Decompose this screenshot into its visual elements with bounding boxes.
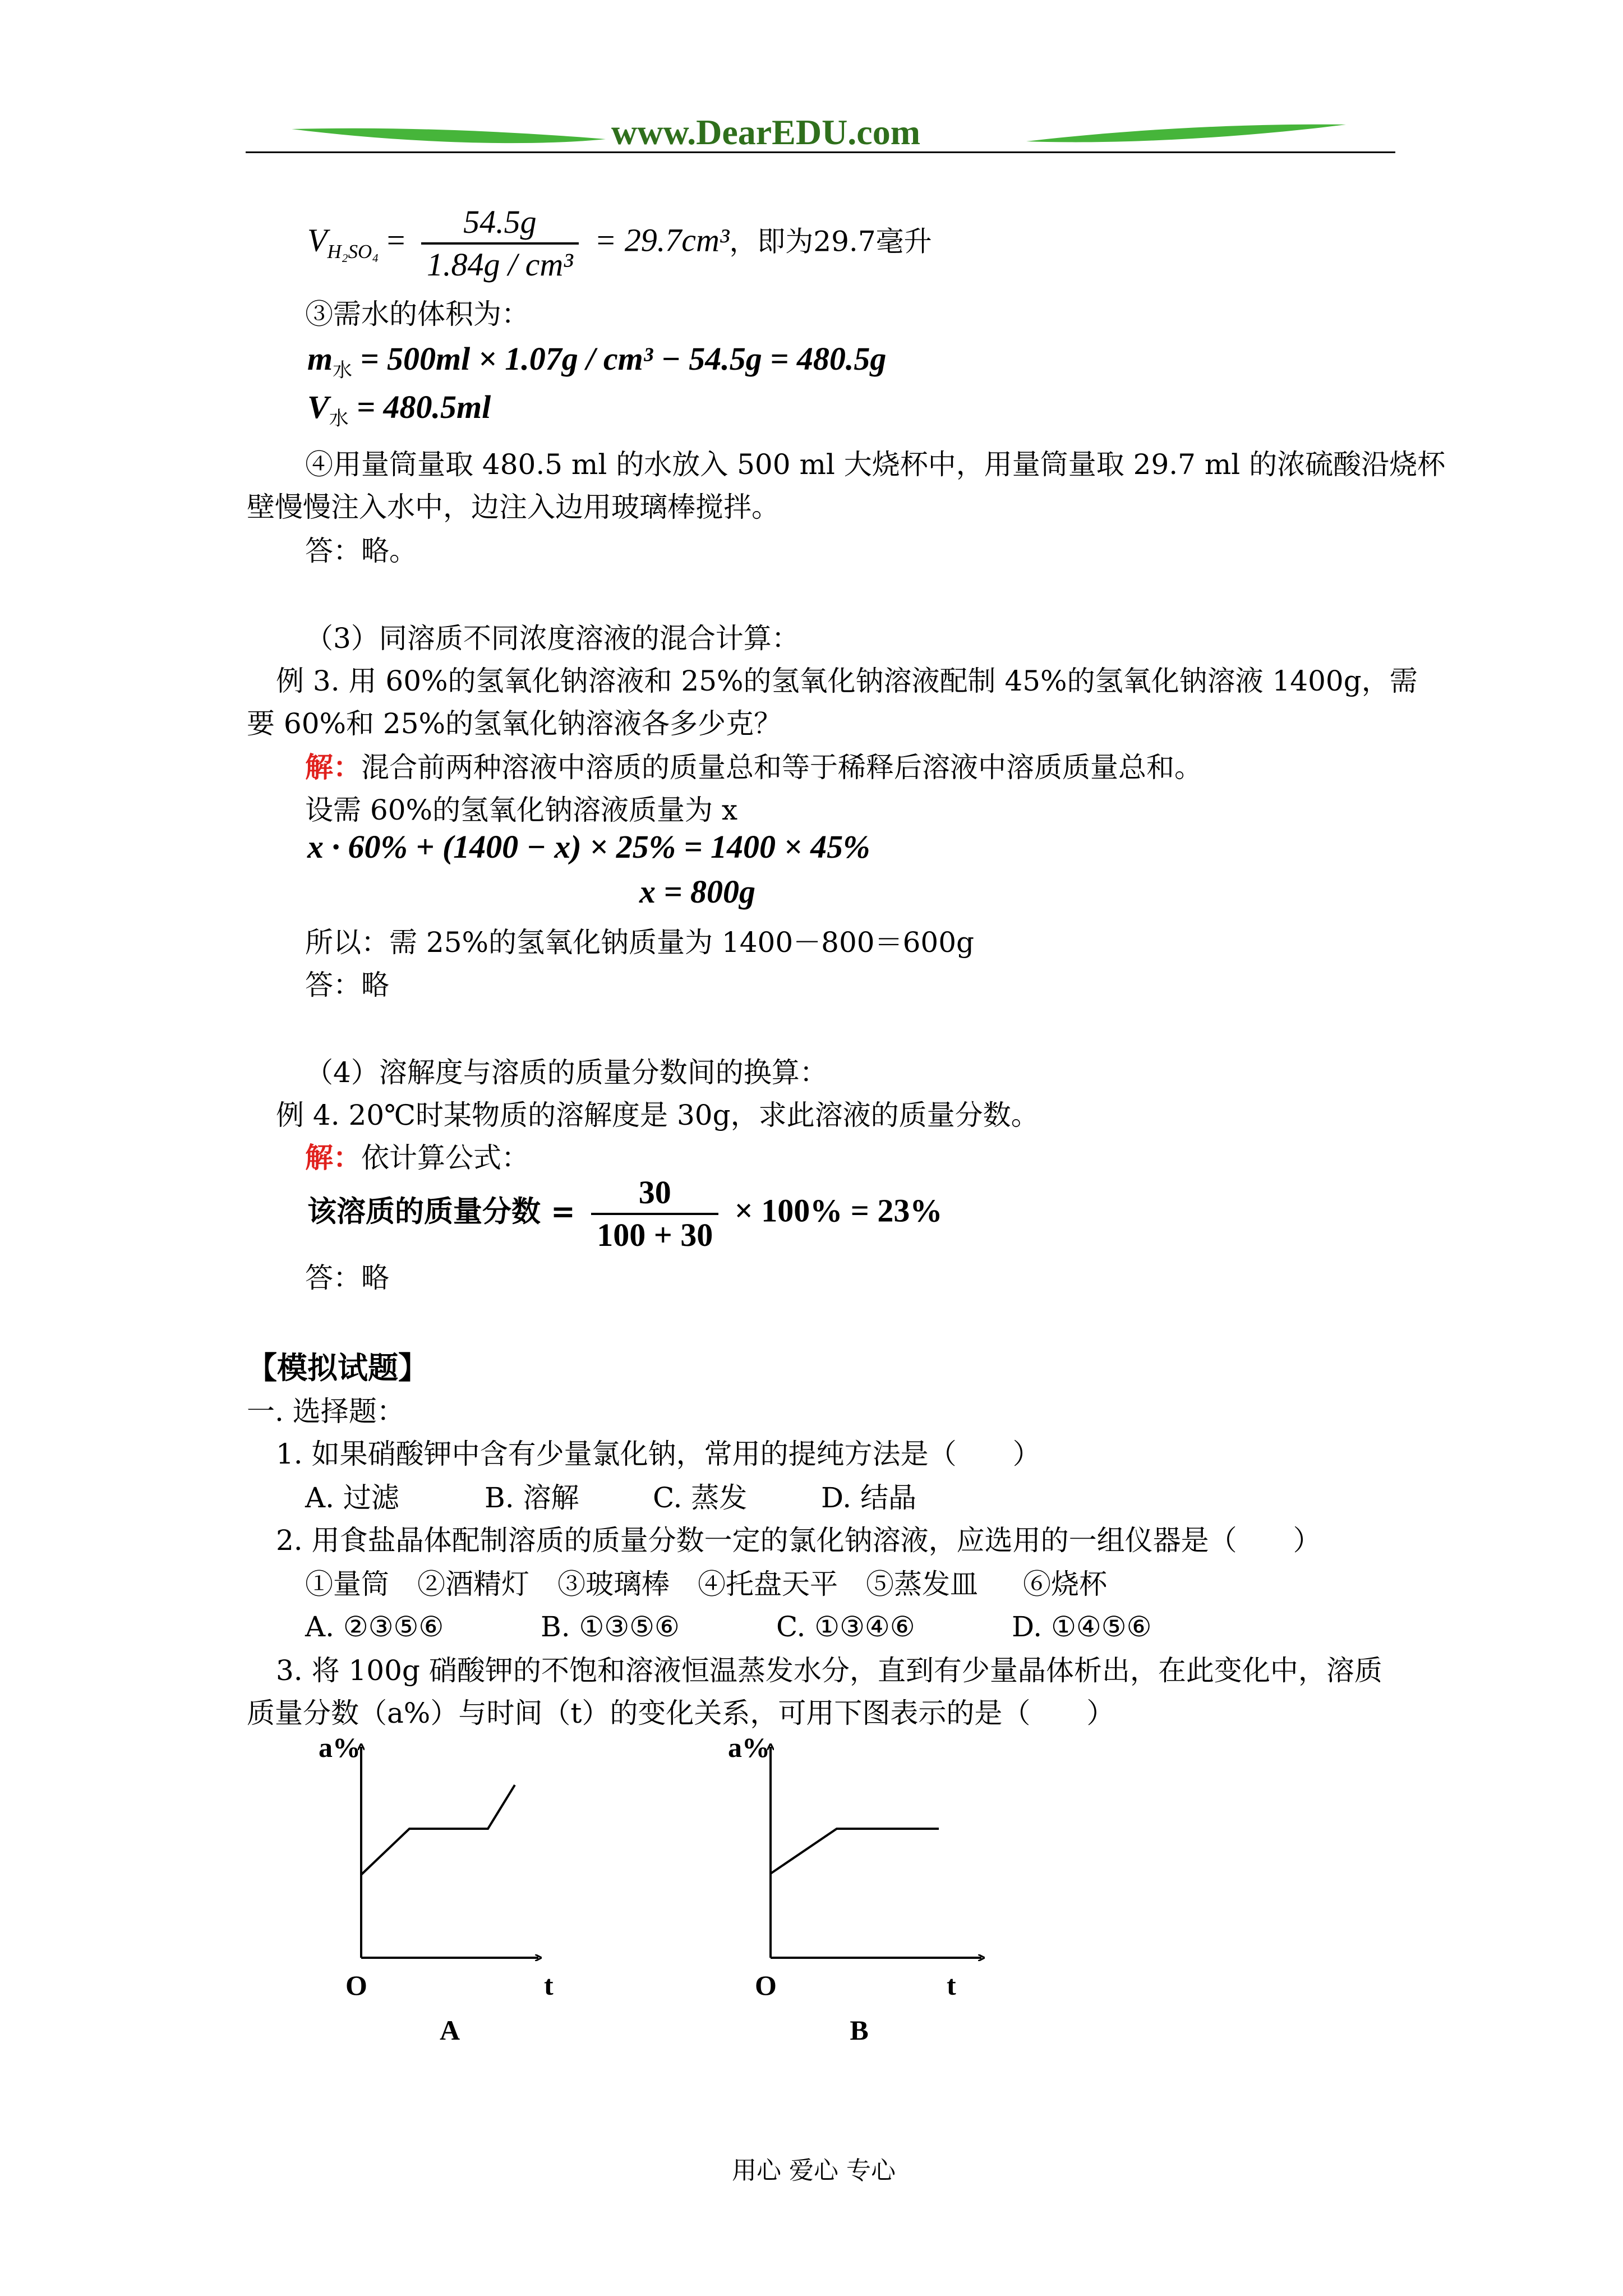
example4-line: 例 4. 20℃时某物质的溶解度是 30g，求此溶液的质量分数。: [276, 1099, 1039, 1131]
q2-option-b: B. ①③⑤⑥: [541, 1611, 680, 1643]
graph-b-xlabel: t: [947, 1970, 956, 2001]
graph-a-xlabel: t: [544, 1970, 554, 2001]
question-3-line1: 3. 将 100g 硝酸钾的不饱和溶液恒温蒸发水分，直到有少量晶体析出，在此变化中，溶质: [276, 1654, 1382, 1687]
solve4-line: 解：依计算公式：: [305, 1141, 529, 1174]
step4-line1: ④用量筒量取 480.5 ml 的水放入 500 ml 大烧杯中，用量筒量取 29.7 ml 的浓硫酸沿烧杯: [305, 448, 1446, 481]
so-line: 所以：需 25%的氢氧化钠质量为 1400－800＝600g: [305, 926, 975, 959]
question-2: 2. 用食盐晶体配制溶质的质量分数一定的氯化钠溶液，应选用的一组仪器是（ ）: [276, 1524, 1321, 1557]
header-logo-text: www.DearEDU.com: [611, 112, 920, 152]
q2-item: ②酒精灯: [417, 1568, 529, 1600]
q2-option-c: C. ①③④⑥: [776, 1611, 915, 1643]
graph-a-origin: O: [345, 1970, 367, 2001]
section3-heading: （3）同溶质不同浓度溶液的混合计算：: [305, 622, 800, 655]
step4-line2: 壁慢慢注入水中，边注入边用玻璃棒搅拌。: [247, 491, 780, 523]
question-3-line2: 质量分数（a%）与时间（t）的变化关系，可用下图表示的是（ ）: [247, 1697, 1115, 1729]
answer-1: 答：略。: [305, 535, 417, 567]
footer-motto: 用心 爱心 专心: [732, 2156, 896, 2185]
m-water-formula: $m_水 = 500ml \times 1.07g / cm^3 - 54.5g = 480.5g$: [307, 341, 887, 381]
q2-option-a: A. ②③⑤⑥: [305, 1611, 444, 1643]
question-1: 1. 如果硝酸钾中含有少量氯化钠，常用的提纯方法是（ ）: [276, 1438, 1041, 1470]
solve3-line: 解：混合前两种溶液中溶质的质量总和等于稀释后溶液中溶质质量总和。: [305, 751, 1202, 784]
section4-heading: （4）溶解度与溶质的质量分数间的换算：: [305, 1056, 828, 1089]
graph-b-origin: O: [755, 1970, 777, 2001]
example3-line1: 例 3. 用 60%的氢氧化钠溶液和 25%的氢氧化钠溶液配制 45%的氢氧化钠溶液 1400g，需: [276, 665, 1418, 697]
q2-item: ⑥烧杯: [1023, 1568, 1107, 1600]
graph-a-curve: [361, 1785, 515, 1875]
mass-fraction-formula: 该溶质的质量分数 = $\frac{30}{100 + 30}$ × 100% = 23%: [307, 1172, 942, 1255]
q1-option-d: D. 结晶: [821, 1481, 917, 1514]
q2-item: ①量筒: [305, 1568, 389, 1600]
header-rule: [246, 151, 1395, 153]
q1-options: [305, 1476, 916, 1519]
mix-result: x = 800g: [639, 873, 756, 910]
example3-line2: 要 60%和 25%的氢氧化钠溶液各多少克？: [247, 707, 782, 740]
graph-b-ylabel: a%: [728, 1733, 770, 1763]
v-h2so4-formula: $V_{H_2SO_4}$ = $\frac{54.5g}{\text{1.84g / cm³}}$ = 29.7cm³，即为29.7毫升: [307, 202, 932, 285]
answer-3: 答：略: [305, 1262, 389, 1294]
solve-label: 解：: [305, 751, 361, 784]
graph-a: [303, 1733, 617, 2047]
step3-text: ③需水的体积为：: [305, 298, 529, 330]
solve-label-4: 解：: [305, 1141, 361, 1174]
graph-b-title: B: [850, 2014, 869, 2046]
answer-2: 答：略: [305, 969, 389, 1001]
q2-option-d: D. ①④⑤⑥: [1012, 1611, 1152, 1643]
q2-item: ④托盘天平: [698, 1568, 838, 1600]
q2-item: ③玻璃棒: [557, 1568, 670, 1600]
graph-a-ylabel: a%: [319, 1733, 361, 1763]
q2-options: [305, 1605, 1151, 1648]
exam-title: 【模拟试题】: [247, 1350, 428, 1386]
exam-part: 一. 选择题：: [247, 1395, 405, 1428]
graph-a-title: A: [439, 2014, 460, 2046]
q2-items: [305, 1563, 1107, 1605]
mix-equation: x · 60% + (1400 − x) × 25% = 1400 × 45%: [307, 829, 870, 865]
q1-option-c: C. 蒸发: [653, 1481, 748, 1514]
q1-option-b: B. 溶解: [485, 1481, 579, 1514]
graph-b-curve: [771, 1829, 939, 1874]
v-water-formula: $V_水 = 480.5ml$: [307, 389, 491, 430]
graph-b: [712, 1733, 1026, 2047]
q2-item: ⑤蒸发皿: [866, 1568, 978, 1600]
q1-option-a: A. 过滤: [305, 1481, 399, 1514]
assume-line: 设需 60%的氢氧化钠溶液质量为 x: [305, 794, 738, 826]
